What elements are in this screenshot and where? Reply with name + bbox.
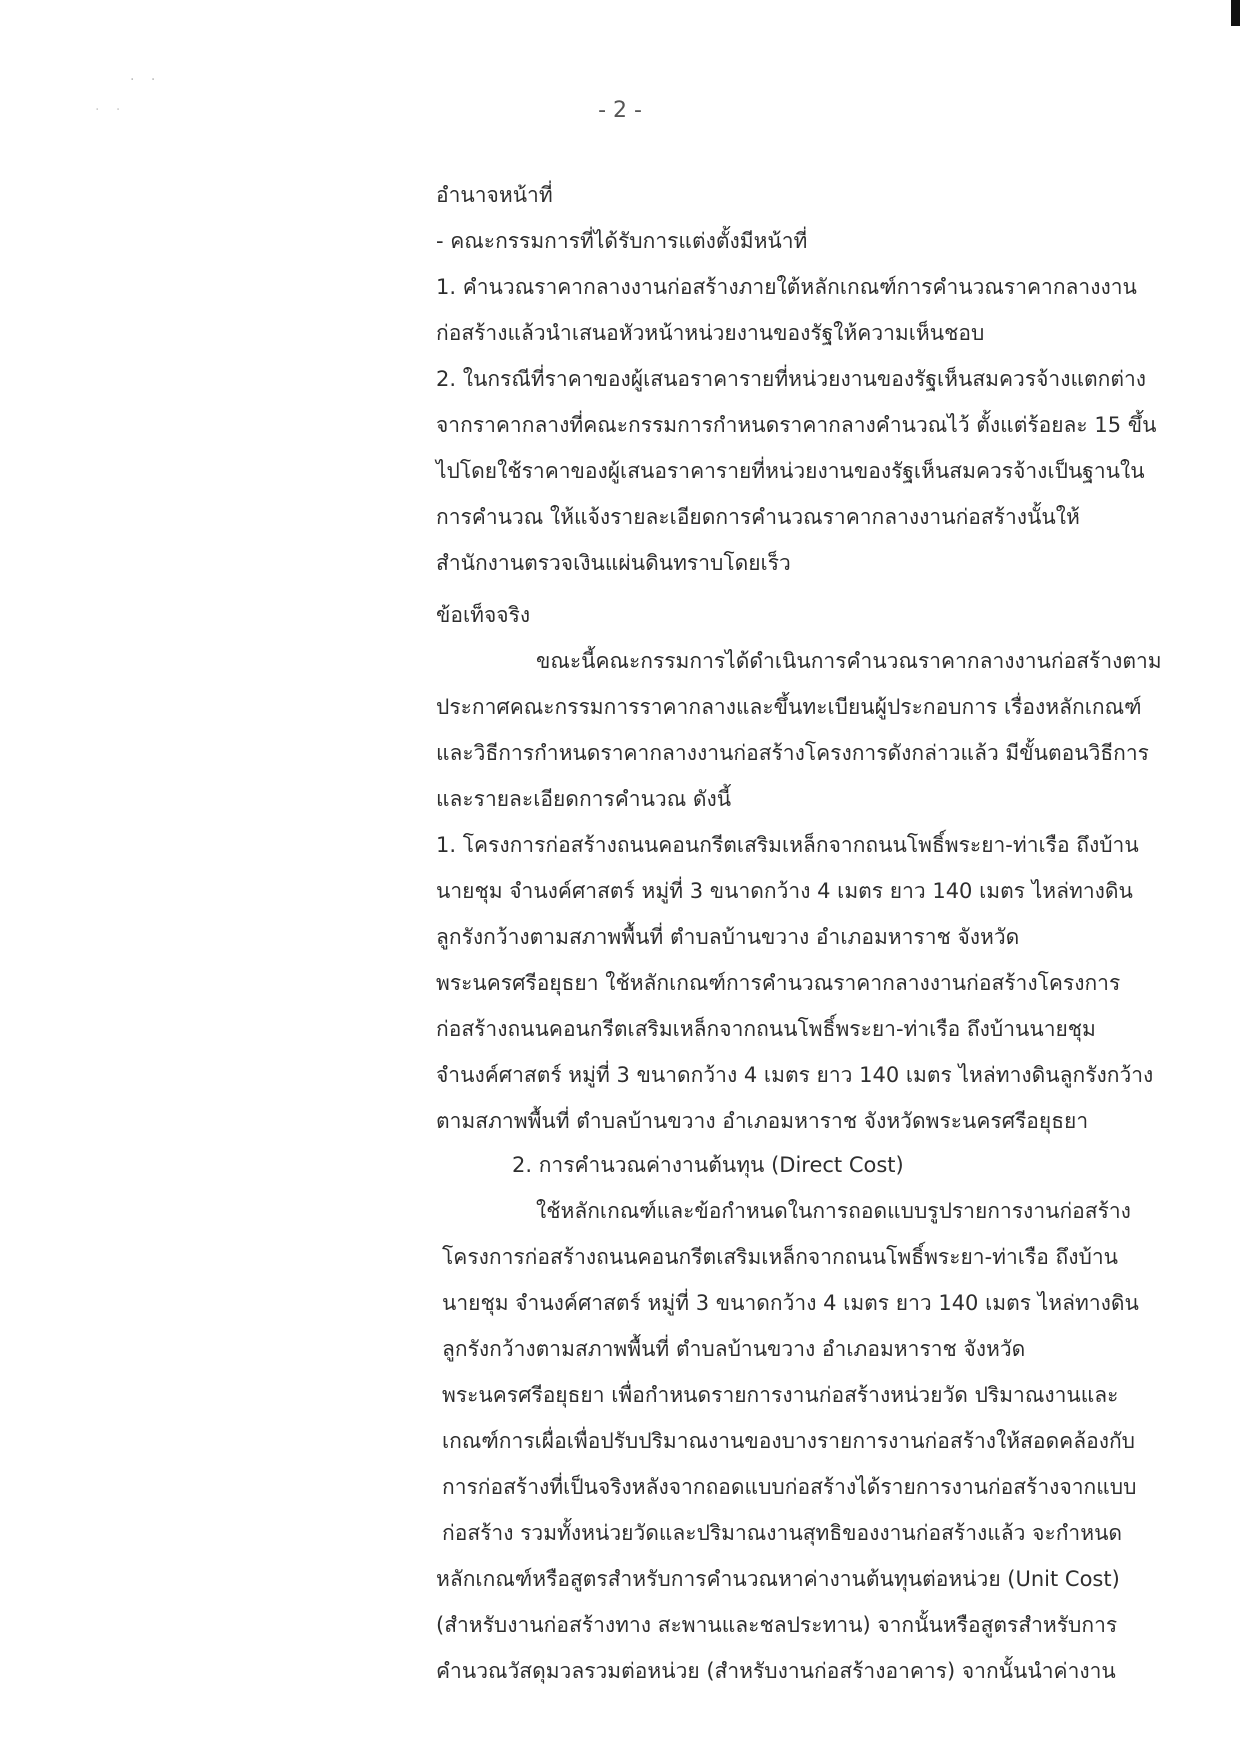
facts-line: เกณฑ์การเผื่อเพื่อปรับปริมาณงานของบางรายการงานก่อสร้างให้สอดคล้องกับ <box>442 1429 1136 1453</box>
facts-line: ก่อสร้าง รวมทั้งหน่วยวัดและปริมาณงานสุทธิของงานก่อสร้างแล้ว จะกำหนด <box>442 1521 1123 1545</box>
facts-line: การก่อสร้างที่เป็นจริงหลังจากถอดแบบก่อสร้างได้รายการงานก่อสร้างจากแบบ <box>442 1475 1137 1499</box>
authority-line: ไปโดยใช้ราคาของผู้เสนอราคารายที่หน่วยงานของรัฐเห็นสมควรจ้างเป็นฐานใน <box>436 459 1145 483</box>
scan-artifact: · · <box>95 102 127 118</box>
facts-line: โครงการก่อสร้างถนนคอนกรีตเสริมเหล็กจากถนนโพธิ์พระยา-ท่าเรือ ถึงบ้าน <box>442 1245 1118 1269</box>
facts-line: ก่อสร้างถนนคอนกรีตเสริมเหล็กจากถนนโพธิ์พระยา-ท่าเรือ ถึงบ้านนายชุม <box>436 1017 1096 1041</box>
facts-line: ขณะนี้คณะกรรมการได้ดำเนินการคำนวณราคากลางงานก่อสร้างตาม <box>536 649 1162 673</box>
facts-line: และวิธีการกำหนดราคากลางงานก่อสร้างโครงการดังกล่าวแล้ว มีขั้นตอนวิธีการ <box>436 741 1149 765</box>
authority-intro: - คณะกรรมการที่ได้รับการแต่งตั้งมีหน้าที่ <box>436 229 808 253</box>
facts-line: นายชุม จำนงค์ศาสตร์ หมู่ที่ 3 ขนาดกว้าง 4 เมตร ยาว 140 เมตร ไหล่ทางดิน <box>442 1291 1139 1315</box>
facts-line: และรายละเอียดการคำนวณ ดังนี้ <box>436 787 732 811</box>
authority-line: ก่อสร้างแล้วนำเสนอหัวหน้าหน่วยงานของรัฐให้ความเห็นชอบ <box>436 321 985 345</box>
page-number: - 2 - <box>598 98 642 123</box>
authority-line: 2. ในกรณีที่ราคาของผู้เสนอราคารายที่หน่วยงานของรัฐเห็นสมควรจ้างแตกต่าง <box>436 367 1147 391</box>
scan-corner-mark <box>1231 0 1240 26</box>
authority-line: 1. คำนวณราคากลางงานก่อสร้างภายใต้หลักเกณฑ์การคำนวณราคากลางงาน <box>436 275 1137 299</box>
facts-line: หลักเกณฑ์หรือสูตรสำหรับการคำนวณหาค่างานต้นทุนต่อหน่วย (Unit Cost) <box>436 1567 1120 1591</box>
facts-line: ตามสภาพพื้นที่ ตำบลบ้านขวาง อำเภอมหาราช จังหวัดพระนครศรีอยุธยา <box>436 1109 1089 1133</box>
facts-line: 2. การคำนวณค่างานต้นทุน (Direct Cost) <box>512 1153 904 1177</box>
facts-line: 1. โครงการก่อสร้างถนนคอนกรีตเสริมเหล็กจากถนนโพธิ์พระยา-ท่าเรือ ถึงบ้าน <box>436 833 1139 857</box>
facts-line: พระนครศรีอยุธยา ใช้หลักเกณฑ์การคำนวณราคากลางงานก่อสร้างโครงการ <box>436 971 1121 995</box>
facts-line: ใช้หลักเกณฑ์และข้อกำหนดในการถอดแบบรูปรายการงานก่อสร้าง <box>536 1199 1131 1223</box>
authority-line: สำนักงานตรวจเงินแผ่นดินทราบโดยเร็ว <box>436 551 791 575</box>
facts-line: ลูกรังกว้างตามสภาพพื้นที่ ตำบลบ้านขวาง อำเภอมหาราช จังหวัด <box>436 925 1020 949</box>
facts-line: พระนครศรีอยุธยา เพื่อกำหนดรายการงานก่อสร้างหน่วยวัด ปริมาณงานและ <box>442 1383 1119 1407</box>
authority-line: การคำนวณ ให้แจ้งรายละเอียดการคำนวณราคากลางงานก่อสร้างนั้นให้ <box>436 505 1080 529</box>
facts-line: จำนงค์ศาสตร์ หมู่ที่ 3 ขนาดกว้าง 4 เมตร ยาว 140 เมตร ไหล่ทางดินลูกรังกว้าง <box>436 1063 1154 1087</box>
facts-line: ประกาศคณะกรรมการราคากลางและขึ้นทะเบียนผู้ประกอบการ เรื่องหลักเกณฑ์ <box>436 695 1142 719</box>
section-heading-facts: ข้อเท็จจริง <box>436 603 531 627</box>
section-heading-authority: อำนาจหน้าที่ <box>436 183 553 207</box>
facts-line: คำนวณวัสดุมวลรวมต่อหน่วย (สำหรับงานก่อสร้างอาคาร) จากนั้นนำค่างาน <box>436 1659 1116 1683</box>
scan-artifact: · · <box>130 72 162 88</box>
facts-line: นายชุม จำนงค์ศาสตร์ หมู่ที่ 3 ขนาดกว้าง 4 เมตร ยาว 140 เมตร ไหล่ทางดิน <box>436 879 1133 903</box>
facts-line: (สำหรับงานก่อสร้างทาง สะพานและชลประทาน) จากนั้นหรือสูตรสำหรับการ <box>436 1613 1118 1637</box>
facts-line: ลูกรังกว้างตามสภาพพื้นที่ ตำบลบ้านขวาง อำเภอมหาราช จังหวัด <box>442 1337 1026 1361</box>
authority-line: จากราคากลางที่คณะกรรมการกำหนดราคากลางคำนวณไว้ ตั้งแต่ร้อยละ 15 ขึ้น <box>436 413 1157 437</box>
